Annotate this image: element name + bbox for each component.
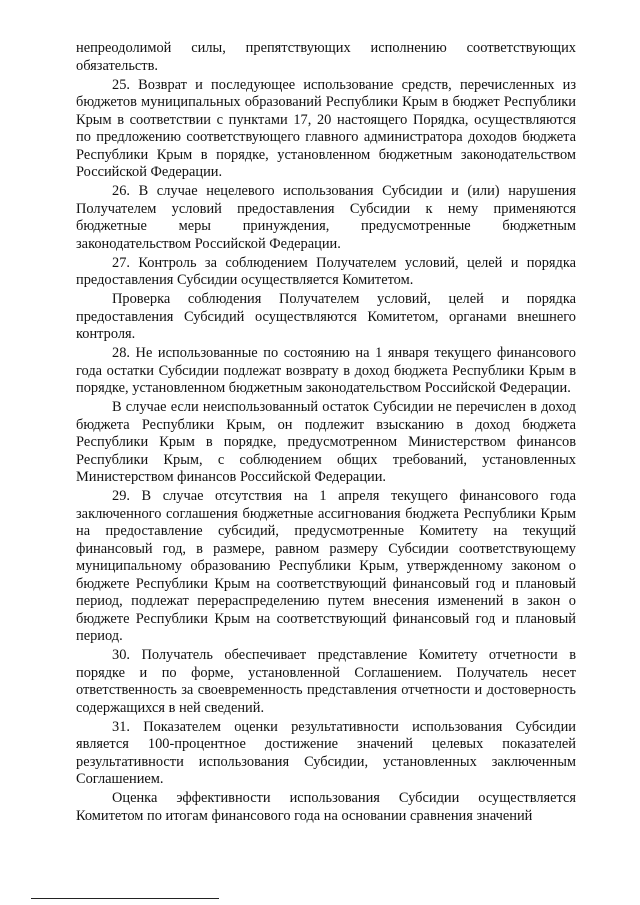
paragraph-25: 25. Возврат и последующее использование средств, перечисленных из бюджетов муниципальных образований Республики Крым в бюджет Республики Крым в соответствии с пунктами 17, 20 настоящего Порядка, осуществляются по предложению соответствующего главного администратора доходов бюджета Республики Крым в порядке, установленном бюджетным законодательством Российской Федерации. <box>76 76 576 180</box>
paragraph-30: 30. Получатель обеспечивает представление Комитету отчетности в порядке и по форме, установленной Соглашением. Получатель несет ответственность за своевременность представления отчетности и достоверность содержащихся в ней сведений. <box>76 647 576 716</box>
footer-rule <box>31 898 219 899</box>
paragraph-31-evaluation: Оценка эффективности использования Субсидии осуществляется Комитетом по итогам финансового года на основании сравнения значений <box>76 790 576 824</box>
paragraph-26: 26. В случае нецелевого использования Субсидии и (или) нарушения Получателем условий предоставления Субсидии к нему применяются бюджетные меры принуждения, предусмотренные бюджетным законодательством Российской Федерации. <box>76 183 576 252</box>
paragraph-28-recovery: В случае если неиспользованный остаток Субсидии не перечислен в доход бюджета Республики Крым, он подлежит взысканию в доход бюджета Республики Крым в порядке, предусмотренном Министерством финансов Республики Крым, с соблюдением общих требований, установленных Министерством финансов Российской Федерации. <box>76 399 576 485</box>
document-page <box>76 40 576 825</box>
paragraph-29: 29. В случае отсутствия на 1 апреля текущего финансового года заключенного соглашения бюджетные ассигнования бюджета Республики Крым на предоставление субсидий, предусмотренные Комитету на текущий финансовый год, в размере, равном размеру Субсидии соответствующему муниципальному образованию Республики Крым, утвержденному законом о бюджете Республики Крым на соответствующий финансовый год и плановый период, подлежат перераспределению путем внесения изменений в закон о бюджете Республики Крым на соответствующий финансовый год и плановый период. <box>76 488 576 644</box>
paragraph-27-inspection: Проверка соблюдения Получателем условий, целей и порядка предоставления Субсидий осуществляются Комитетом, органами внешнего контроля. <box>76 291 576 342</box>
paragraph-27: 27. Контроль за соблюдением Получателем условий, целей и порядка предоставления Субсидии осуществляется Комитетом. <box>76 254 576 288</box>
paragraph-28: 28. Не использованные по состоянию на 1 января текущего финансового года остатки Субсидии подлежат возврату в доход бюджета Республики Крым в порядке, установленном бюджетным законодательством Российской Федерации. <box>76 345 576 396</box>
paragraph-31: 31. Показателем оценки результативности использования Субсидии является 100-процентное достижение значений целевых показателей результативности использования Субсидии, установленных заключенным Соглашением. <box>76 718 576 787</box>
paragraph-continuation: непреодолимой силы, препятствующих исполнению соответствующих обязательств. <box>76 40 576 74</box>
